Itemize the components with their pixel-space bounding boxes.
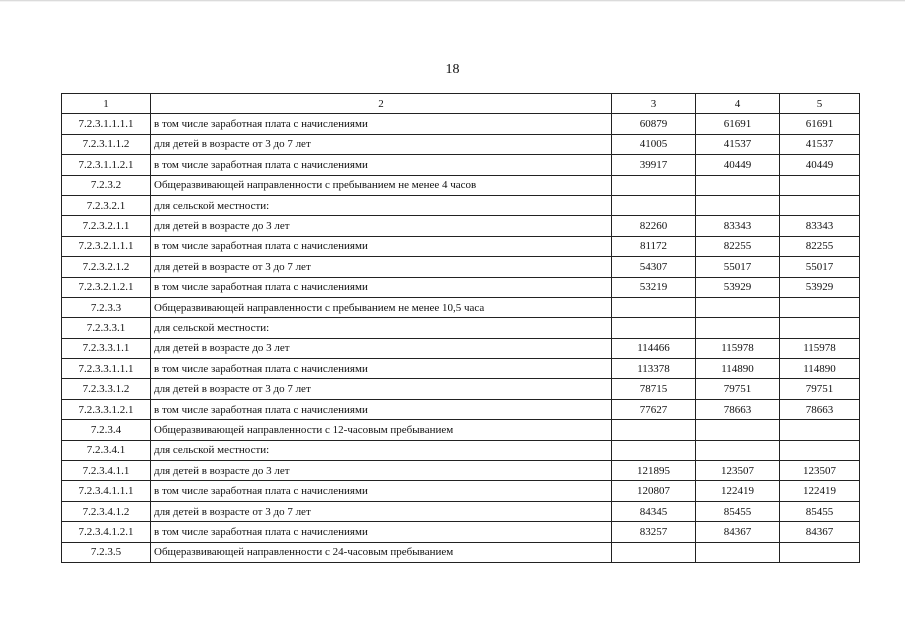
row-name-cell: в том числе заработная плата с начислениями (151, 399, 612, 419)
row-code-cell: 7.2.3.4.1.2.1 (62, 522, 151, 542)
row-value-col3 (612, 195, 696, 215)
row-name-cell: для сельской местности: (151, 440, 612, 460)
table-row (62, 155, 860, 175)
row-code-cell: 7.2.3.4.1.2 (62, 501, 151, 521)
row-value-col3 (612, 175, 696, 195)
row-name-cell: для детей в возрасте до 3 лет (151, 461, 612, 481)
row-value-col4 (696, 318, 780, 338)
row-value-col4: 78663 (696, 399, 780, 419)
row-name-cell: в том числе заработная плата с начислениями (151, 481, 612, 501)
table-row (62, 236, 860, 256)
row-value-col3: 120807 (612, 481, 696, 501)
table-row (62, 134, 860, 154)
row-code-cell: 7.2.3.2 (62, 175, 151, 195)
row-code-cell: 7.2.3.2.1 (62, 195, 151, 215)
row-name-cell: для детей в возрасте от 3 до 7 лет (151, 501, 612, 521)
column-header-2: 2 (151, 94, 612, 114)
column-header-1: 1 (62, 94, 151, 114)
top-edge-line (0, 0, 905, 2)
row-value-col5: 78663 (780, 399, 860, 419)
row-value-col5: 123507 (780, 461, 860, 481)
table-row (62, 481, 860, 501)
row-value-col4 (696, 297, 780, 317)
row-name-cell: Общеразвивающей направленности с 24-часовым пребыванием (151, 542, 612, 562)
row-code-cell: 7.2.3.1.1.1.1 (62, 114, 151, 134)
row-value-col4 (696, 195, 780, 215)
row-code-cell: 7.2.3.3.1.2.1 (62, 399, 151, 419)
row-value-col3: 113378 (612, 359, 696, 379)
row-value-col4: 123507 (696, 461, 780, 481)
row-code-cell: 7.2.3.2.1.2.1 (62, 277, 151, 297)
row-name-cell: для детей в возрасте до 3 лет (151, 216, 612, 236)
row-value-col3: 78715 (612, 379, 696, 399)
table-row (62, 175, 860, 195)
row-value-col3: 81172 (612, 236, 696, 256)
row-value-col5 (780, 297, 860, 317)
row-value-col5: 40449 (780, 155, 860, 175)
row-name-cell: в том числе заработная плата с начислениями (151, 277, 612, 297)
table-row (62, 522, 860, 542)
row-name-cell: для детей в возрасте от 3 до 7 лет (151, 257, 612, 277)
row-code-cell: 7.2.3.4.1.1.1 (62, 481, 151, 501)
row-value-col4: 114890 (696, 359, 780, 379)
row-code-cell: 7.2.3.2.1.1.1 (62, 236, 151, 256)
row-code-cell: 7.2.3.2.1.1 (62, 216, 151, 236)
row-value-col3: 39917 (612, 155, 696, 175)
row-value-col3 (612, 420, 696, 440)
table-row (62, 318, 860, 338)
row-value-col4: 83343 (696, 216, 780, 236)
row-value-col4 (696, 175, 780, 195)
table-row (62, 277, 860, 297)
row-value-col4: 61691 (696, 114, 780, 134)
row-value-col5: 114890 (780, 359, 860, 379)
row-name-cell: Общеразвивающей направленности с пребыванием не менее 4 часов (151, 175, 612, 195)
row-value-col4: 84367 (696, 522, 780, 542)
row-code-cell: 7.2.3.3.1.1.1 (62, 359, 151, 379)
row-value-col3: 53219 (612, 277, 696, 297)
row-code-cell: 7.2.3.3 (62, 297, 151, 317)
row-code-cell: 7.2.3.4.1 (62, 440, 151, 460)
row-value-col4: 85455 (696, 501, 780, 521)
row-value-col5: 41537 (780, 134, 860, 154)
row-value-col4 (696, 542, 780, 562)
tariff-table (61, 93, 860, 563)
row-value-col5: 84367 (780, 522, 860, 542)
table-row (62, 257, 860, 277)
row-code-cell: 7.2.3.3.1.2 (62, 379, 151, 399)
row-value-col3 (612, 542, 696, 562)
column-header-5: 5 (780, 94, 860, 114)
row-value-col3: 83257 (612, 522, 696, 542)
table-header-row (62, 94, 860, 114)
row-code-cell: 7.2.3.2.1.2 (62, 257, 151, 277)
row-value-col5 (780, 175, 860, 195)
row-value-col5: 55017 (780, 257, 860, 277)
row-name-cell: в том числе заработная плата с начислениями (151, 114, 612, 134)
page-number: 18 (445, 62, 460, 77)
row-value-col3 (612, 440, 696, 460)
row-value-col5: 85455 (780, 501, 860, 521)
row-name-cell: в том числе заработная плата с начислениями (151, 522, 612, 542)
row-value-col4 (696, 440, 780, 460)
row-value-col4: 55017 (696, 257, 780, 277)
row-value-col4 (696, 420, 780, 440)
table-body (62, 94, 860, 563)
table-row (62, 399, 860, 419)
table-row (62, 461, 860, 481)
row-value-col5 (780, 542, 860, 562)
row-value-col5 (780, 440, 860, 460)
table-row (62, 359, 860, 379)
row-value-col5: 61691 (780, 114, 860, 134)
row-value-col3: 82260 (612, 216, 696, 236)
column-header-3: 3 (612, 94, 696, 114)
table-row (62, 297, 860, 317)
table-row (62, 114, 860, 134)
row-name-cell: для сельской местности: (151, 318, 612, 338)
row-code-cell: 7.2.3.5 (62, 542, 151, 562)
row-value-col3 (612, 297, 696, 317)
table-row (62, 195, 860, 215)
table-row (62, 542, 860, 562)
table-row (62, 338, 860, 358)
row-value-col3: 60879 (612, 114, 696, 134)
row-name-cell: Общеразвивающей направленности с пребыванием не менее 10,5 часа (151, 297, 612, 317)
row-value-col5: 115978 (780, 338, 860, 358)
row-value-col5: 79751 (780, 379, 860, 399)
row-code-cell: 7.2.3.1.1.2.1 (62, 155, 151, 175)
row-value-col4: 40449 (696, 155, 780, 175)
row-value-col3: 77627 (612, 399, 696, 419)
row-name-cell: для детей в возрасте от 3 до 7 лет (151, 379, 612, 399)
row-value-col3: 114466 (612, 338, 696, 358)
row-value-col5 (780, 195, 860, 215)
table-row (62, 440, 860, 460)
table-row (62, 379, 860, 399)
row-value-col5 (780, 420, 860, 440)
table-row (62, 420, 860, 440)
row-value-col5: 83343 (780, 216, 860, 236)
row-value-col4: 115978 (696, 338, 780, 358)
row-value-col4: 79751 (696, 379, 780, 399)
row-value-col4: 122419 (696, 481, 780, 501)
row-value-col5 (780, 318, 860, 338)
row-value-col4: 82255 (696, 236, 780, 256)
row-value-col4: 53929 (696, 277, 780, 297)
row-name-cell: в том числе заработная плата с начислениями (151, 359, 612, 379)
row-code-cell: 7.2.3.3.1.1 (62, 338, 151, 358)
row-name-cell: для детей в возрасте от 3 до 7 лет (151, 134, 612, 154)
row-value-col3: 121895 (612, 461, 696, 481)
row-code-cell: 7.2.3.4.1.1 (62, 461, 151, 481)
row-value-col3: 84345 (612, 501, 696, 521)
row-code-cell: 7.2.3.3.1 (62, 318, 151, 338)
row-name-cell: в том числе заработная плата с начислениями (151, 155, 612, 175)
row-value-col4: 41537 (696, 134, 780, 154)
table-row (62, 501, 860, 521)
table-row (62, 216, 860, 236)
row-code-cell: 7.2.3.1.1.2 (62, 134, 151, 154)
row-code-cell: 7.2.3.4 (62, 420, 151, 440)
row-value-col5: 122419 (780, 481, 860, 501)
column-header-4: 4 (696, 94, 780, 114)
row-name-cell: для сельской местности: (151, 195, 612, 215)
row-name-cell: в том числе заработная плата с начислениями (151, 236, 612, 256)
row-name-cell: Общеразвивающей направленности с 12-часовым пребыванием (151, 420, 612, 440)
row-value-col5: 82255 (780, 236, 860, 256)
row-name-cell: для детей в возрасте до 3 лет (151, 338, 612, 358)
row-value-col5: 53929 (780, 277, 860, 297)
row-value-col3: 41005 (612, 134, 696, 154)
row-value-col3 (612, 318, 696, 338)
row-value-col3: 54307 (612, 257, 696, 277)
